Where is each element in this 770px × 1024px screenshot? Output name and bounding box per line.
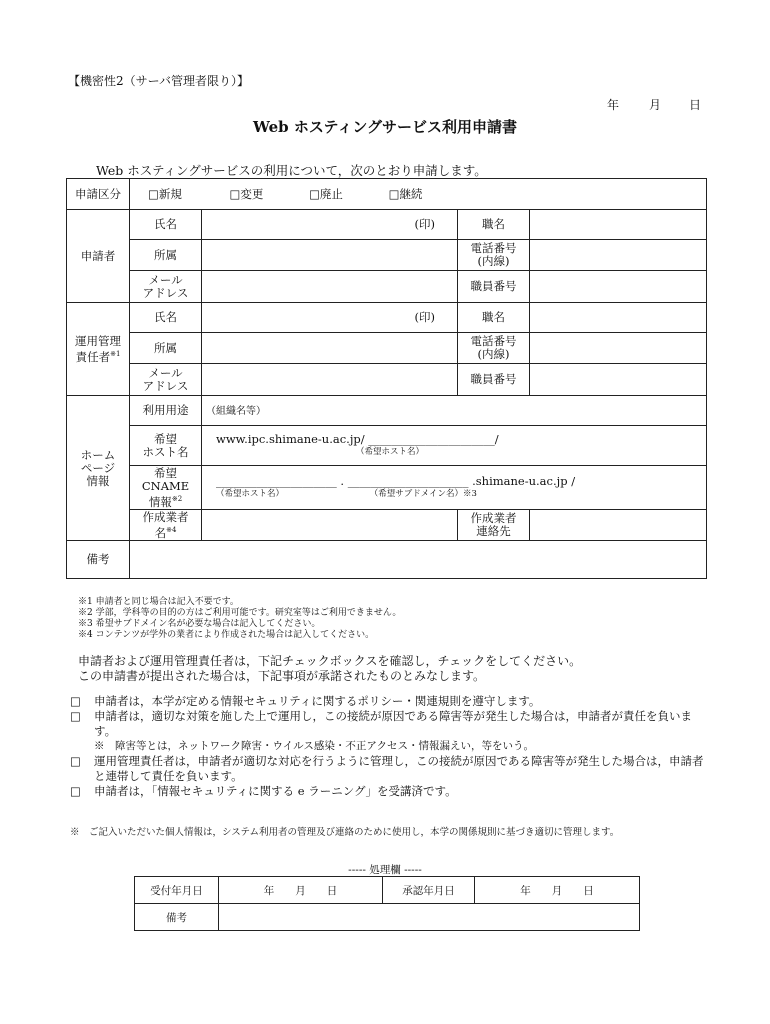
page-title: Web ホスティングサービス利用申請書 [252, 118, 518, 136]
processing-table [134, 876, 640, 931]
applicant-position-label: 職名 [458, 210, 530, 240]
applicant-staff-no-field[interactable] [530, 271, 707, 303]
privacy-notice: ※ ご記入いただいた個人情報は，システム利用者の管理及び連絡のために使用し，本学の関係規則に基づき適切に管理します。 [70, 827, 620, 838]
creator-contact-field[interactable] [530, 510, 707, 541]
applicant-affiliation-label: 所属 [130, 240, 202, 271]
manager-position-label: 職名 [458, 303, 530, 333]
applicant-position-field[interactable] [530, 210, 707, 240]
remarks-field[interactable] [130, 541, 707, 579]
creator-label: 作成業者 名$^{※4}$ [130, 510, 202, 541]
usage-hint: （組織名等） [206, 405, 266, 417]
date-day: 日 [689, 98, 702, 112]
footnotes [78, 597, 401, 641]
processing-remarks-label: 備考 [135, 904, 219, 931]
applicant-staff-no-label: 職員番号 [458, 271, 530, 303]
checkbox[interactable]: □ [70, 694, 81, 708]
date-year: 年 [607, 98, 620, 112]
manager-position-field[interactable] [530, 303, 707, 333]
footnote-2: ※2 学部，学科等の目的の方はご利用可能です。研究室等はご利用できません。 [78, 608, 402, 618]
processing-remarks-field[interactable] [219, 904, 640, 931]
applicant-name-label: 氏名 [130, 210, 202, 240]
manager-name-field[interactable] [202, 303, 458, 333]
processing-title: ----- 処理欄 ----- [348, 864, 422, 876]
applicant-mail-field[interactable] [202, 271, 458, 303]
option-abolish-checkbox[interactable]: □廃止 [309, 186, 343, 201]
remarks-label: 備考 [67, 541, 130, 579]
cname-field[interactable] [202, 466, 707, 510]
category-label: 申請区分 [67, 179, 130, 210]
check-item-policy[interactable]: □ 申請者は，本学が定める情報セキュリティに関するポリシー・関連規則を遵守します。 [70, 694, 541, 708]
check-item-manager[interactable]: □ 運用管理責任者は，申請者が適切な対応を行うように管理し，この接続が原因である障害等が発生した場合は，申請者と連帯して責任を負います。 [70, 754, 704, 783]
received-date-field[interactable]: 年 月 日 [219, 877, 383, 904]
confidentiality-label: 【機密性2（サーバ管理者限り）】 [68, 74, 250, 88]
application-form-table [66, 178, 707, 579]
cname-label: 希望 CNAME 情報$^{※2}$ [130, 466, 202, 510]
applicant-phone-field[interactable] [530, 240, 707, 271]
option-continue-checkbox[interactable]: □継続 [388, 186, 423, 201]
host-hint: （希望ホスト名） [356, 446, 425, 457]
check-item-elearning[interactable]: □ 申請者は，「情報セキュリティに関する e ラーニング」を受講済です。 [70, 784, 457, 798]
usage-label: 利用用途 [130, 396, 202, 426]
approved-date-label: 承認年月日 [383, 877, 475, 904]
category-options [130, 179, 707, 210]
manager-staff-no-field[interactable] [530, 364, 707, 396]
agreement-checklist [70, 694, 710, 799]
confirm-paragraph: 申請者および運用管理責任者は，下記チェックボックスを確認し，チェックをしてください。 この申請書が提出された場合は，下記事項が承諾されたものとみなします。 [78, 654, 582, 683]
usage-field[interactable] [202, 396, 707, 426]
creator-field[interactable] [202, 510, 458, 541]
applicant-phone-label: 電話番号 (内線) [458, 240, 530, 271]
manager-mail-label: メール アドレス [130, 364, 202, 396]
manager-phone-field[interactable] [530, 333, 707, 364]
check-item-responsibility[interactable]: □ 申請者は，適切な対策を施した上で運用し，この接続が原因である障害等が発生した場合は，申請者が責任を負います。 [70, 709, 692, 738]
cname-hints: （希望ホスト名） （希望サブドメイン名）※3 [216, 488, 477, 499]
host-field[interactable] [202, 426, 707, 466]
host-label: 希望 ホスト名 [130, 426, 202, 466]
checkbox[interactable]: □ [70, 709, 81, 723]
applicant-mail-label: メール アドレス [130, 271, 202, 303]
checkbox[interactable]: □ [70, 784, 81, 798]
applicant-affiliation-field[interactable] [202, 240, 458, 271]
host-url: www.ipc.shimane-u.ac.jp/ ______________________/ [216, 431, 499, 446]
check-item-note: ※ 障害等とは，ネットワーク障害・ウイルス感染・不正アクセス・情報漏えい，等をいう。 [94, 740, 535, 752]
received-date-label: 受付年月日 [135, 877, 219, 904]
manager-section-label: 運用管理責任者$^{※1}$ [67, 303, 130, 396]
applicant-name-field[interactable] [202, 210, 458, 240]
footnote-1: ※1 申請者と同じ場合は記入不要です。 [78, 597, 239, 607]
manager-affiliation-field[interactable] [202, 333, 458, 364]
checkbox[interactable]: □ [70, 754, 81, 768]
manager-mail-field[interactable] [202, 364, 458, 396]
option-change-checkbox[interactable]: □変更 [229, 186, 264, 201]
seal-mark: (印) [414, 310, 435, 324]
footnote-3: ※3 希望サブドメイン名が必要な場合は記入してください。 [78, 619, 321, 629]
homepage-section-label: ホーム ページ 情報 [67, 396, 130, 541]
option-new-checkbox[interactable]: □新規 [148, 186, 182, 201]
applicant-section-label: 申請者 [67, 210, 130, 303]
intro-text: Web ホスティングサービスの利用について，次のとおり申請します。 [96, 163, 487, 178]
manager-staff-no-label: 職員番号 [458, 364, 530, 396]
creator-contact-label: 作成業者 連絡先 [458, 510, 530, 541]
approved-date-field[interactable]: 年 月 日 [475, 877, 640, 904]
seal-mark: (印) [414, 217, 435, 231]
manager-phone-label: 電話番号 (内線) [458, 333, 530, 364]
manager-affiliation-label: 所属 [130, 333, 202, 364]
date-month: 月 [649, 98, 662, 112]
footnote-4: ※4 コンテンツが学外の業者により作成された場合は記入してください。 [78, 630, 375, 640]
manager-name-label: 氏名 [130, 303, 202, 333]
cname-line: _____________________ . _____________________ .shimane-u.ac.jp / [216, 473, 576, 488]
